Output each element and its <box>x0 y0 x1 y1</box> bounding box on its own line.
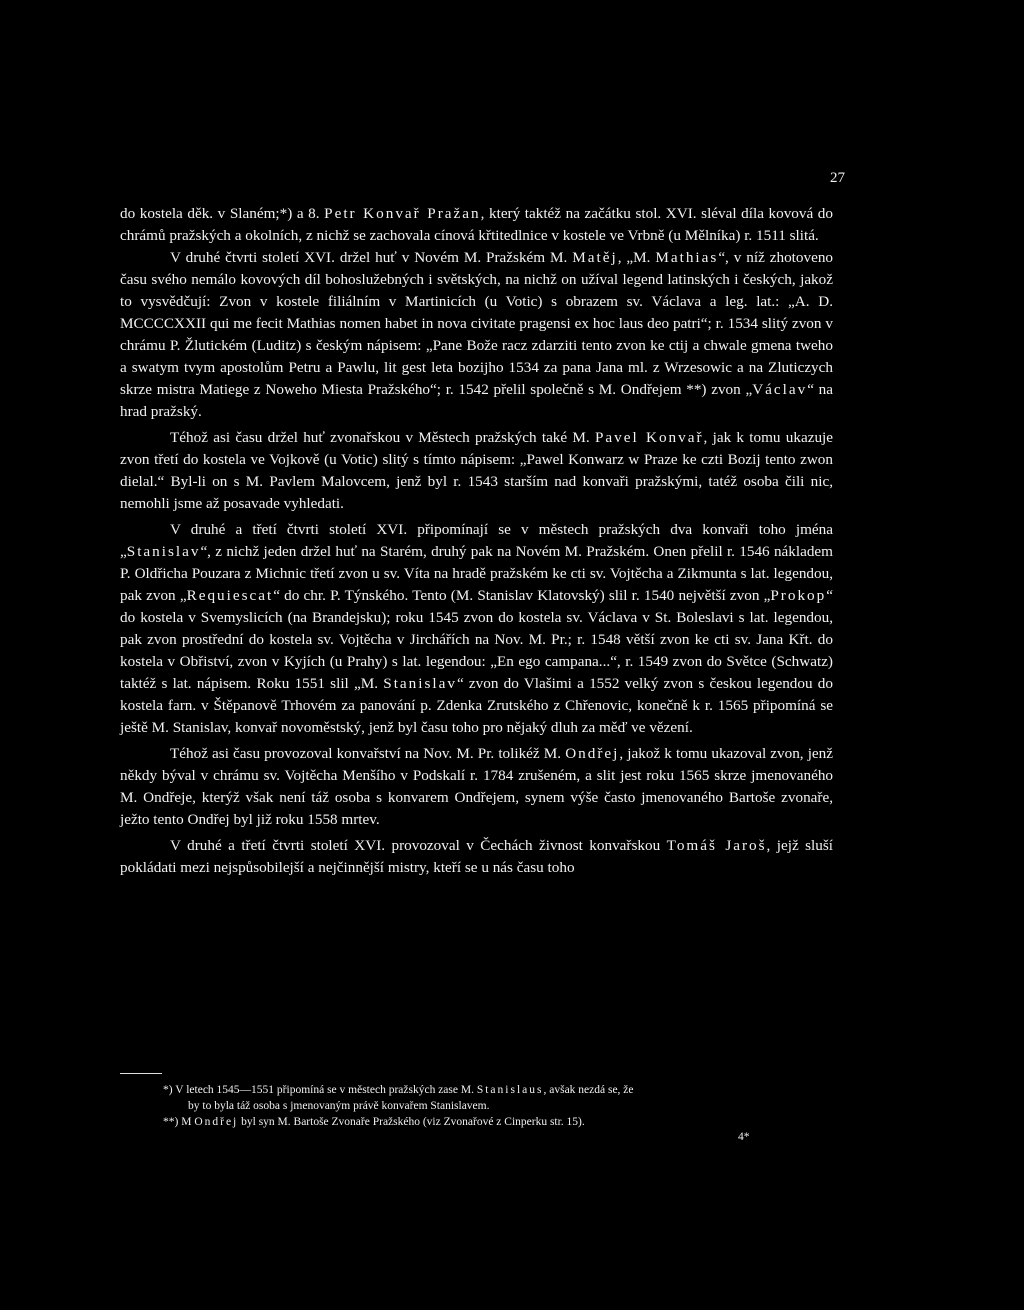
spaced-name: Requiescat <box>186 587 274 604</box>
footnote-rule <box>120 1073 162 1074</box>
spaced-name: Prokop <box>770 587 827 604</box>
footnotes <box>163 1082 833 1130</box>
footnote-text: *) V letech 1545—1551 připomíná se v městech pražských zase M. <box>163 1084 477 1096</box>
spaced-name: Tomáš Jaroš <box>666 837 767 854</box>
footnote-text: byl syn M. Bartoše Zvonaře Pražského (viz Zvonařové z Cinperku str. 15). <box>238 1116 585 1128</box>
signature-mark: 4* <box>738 1131 750 1143</box>
spaced-name: Stanislav <box>126 543 201 560</box>
spaced-name: Ondřej <box>565 745 620 762</box>
paragraph: Téhož asi času provozoval konvařství na Nov. M. Pr. tolikéž M. Ondřej, jakož k tomu ukazoval zvon, jenž někdy býval v chrámu sv. Vojtěcha Menšího v Podskalí r. 1784 zrušeném, a slit jest roku 1565 skrze jmenovaného M. Ondřeje, kterýž však není táž osoba s konvarem Ondřejem, synem výše často jmenovaného Bartoše zvonaře, ježto tento Ondřej byl již roku 1558 mrtev. <box>120 745 834 828</box>
paragraph: V druhé čtvrti století XVI. držel huť v Novém M. Pražském M. Matěj, „M. Mathias“, v níž zhotoveno času svého nemálo kovových díl bohoslužebných i světských, na nichž on užíval legend latinských i českých, jakož to vysvědčují: Zvon v kostele filiálním v Martinicích (u Votic) s obrazem sv. Václava a leg. lat.: „A. D. MCCCCXXII qui me fecit Mathias nomen habet in nova civitate pragensi ex hoc laus deo patri“; r. 1534 slitý zvon v chrámu P. Žlutickém (Luditz) s českým nápisem: „Pane Bože racz zdarziti tento zvon ke ctij a chwale gmena tweho a swatym tvym apostolům Petru a Pawlu, lit gest leta bozijho 1534 za pana Jana ml. z Wrzesowic a na Zluticzych skrze mistra Matiege z Noweho Miesta Pražského“; r. 1542 přelil společně s M. Ondřejem **) zvon „Václav“ na hrad pražský. <box>120 249 834 420</box>
spaced-name: Petr Konvař Pražan <box>324 205 481 222</box>
paragraph: do kostela děk. v Slaném;*) a 8. Petr Konvař Pražan, který taktéž na začátku stol. XVI. sléval díla kovová do chrámů pražských a okolních, z nichž se zachovala cínová křtitedlnice v kostele ve Vrbně (u Mělníka) r. 1511 slitá. <box>120 205 833 244</box>
footnote-name: Ondřej <box>194 1116 239 1128</box>
spaced-name: Stanislav <box>383 675 457 692</box>
spaced-name: Matěj <box>572 249 618 266</box>
footnote-2 <box>163 1114 833 1130</box>
footnote-name: Stanislaus <box>476 1084 544 1096</box>
spaced-name: Pavel Konvař <box>594 429 704 446</box>
paragraph: V druhé a třetí čtvrti století XVI. připomínají se v městech pražských dva konvaři toho jména „Stanislav“, z nichž jeden držel huť na Starém, druhý pak na Novém M. Pražském. Onen přelil r. 1546 nákladem P. Oldřicha Pouzara z Michnic třetí zvon u sv. Víta na hradě pražském ke cti sv. Vojtěcha a Zikmunta s lat. legendou, pak zvon „Requiescat“ do chr. P. Týnského. Tento (M. Stanislav Klatovský) slil r. 1540 největší zvon „Prokop“ do kostela v Svemyslicích (na Brandejsku); roku 1545 zvon do kostela sv. Václava v St. Boleslavi s lat. legendou, pak zvon prostřední do kostela sv. Vojtěcha v Jirchářích na Nov. M. Pr.; r. 1548 větší zvon ke cti sv. Jana Křt. do kostela v Obřiství, zvon v Kyjích (u Prahy) s lat. legendou: „En ego campana...“, r. 1549 zvon do Světce (Schwatz) taktéž s lat. nápisem. Roku 1551 slil „M. Stanislav“ zvon do Vlašimi a 1552 velký zvon s českou legendou do kostela farn. v Štěpanově Trhovém za panování p. Zdenka Zrutského z Chřenovic, konečně k r. 1565 připomíná se ještě M. Stanislav, konvař novoměstský, jenž byl času toho pro nějaký dluh za měď ve vězení. <box>120 521 833 736</box>
spaced-name: Václav <box>752 381 808 398</box>
paragraph: V druhé a třetí čtvrti století XVI. provozoval v Čechách živnost konvařskou Tomáš Jaroš, jejž sluší pokládati mezi nejspůsobilejší a nejčinnější mistry, kteří se u nás času toho <box>120 837 833 876</box>
paragraph: Téhož asi času držel huť zvonařskou v Městech pražských také M. Pavel Konvař, jak k tomu ukazuje zvon třetí do kostela ve Vojkově (u Votic) slitý s tímto nápisem: „Pawel Konwarz w Praze ke czti Bozij tento zwon dielal.“ Byl-li on s M. Pavlem Malovcem, jenž byl r. 1543 starším nad konvaři pražskými, tatéž osoba čili nic, nemohli jsme až posavade vyhledati. <box>120 429 833 512</box>
page-number: 27 <box>830 170 845 186</box>
footnote-text: , avšak nezdá se, že <box>543 1084 634 1096</box>
spaced-name: Mathias <box>655 249 719 266</box>
footnote-text: **) M <box>163 1116 195 1128</box>
body-text <box>120 203 833 879</box>
footnote-1-continued: by to byla táž osoba s jmenovaným právě konvařem Stanislavem. <box>188 1100 490 1112</box>
footnote-1 <box>163 1082 833 1098</box>
